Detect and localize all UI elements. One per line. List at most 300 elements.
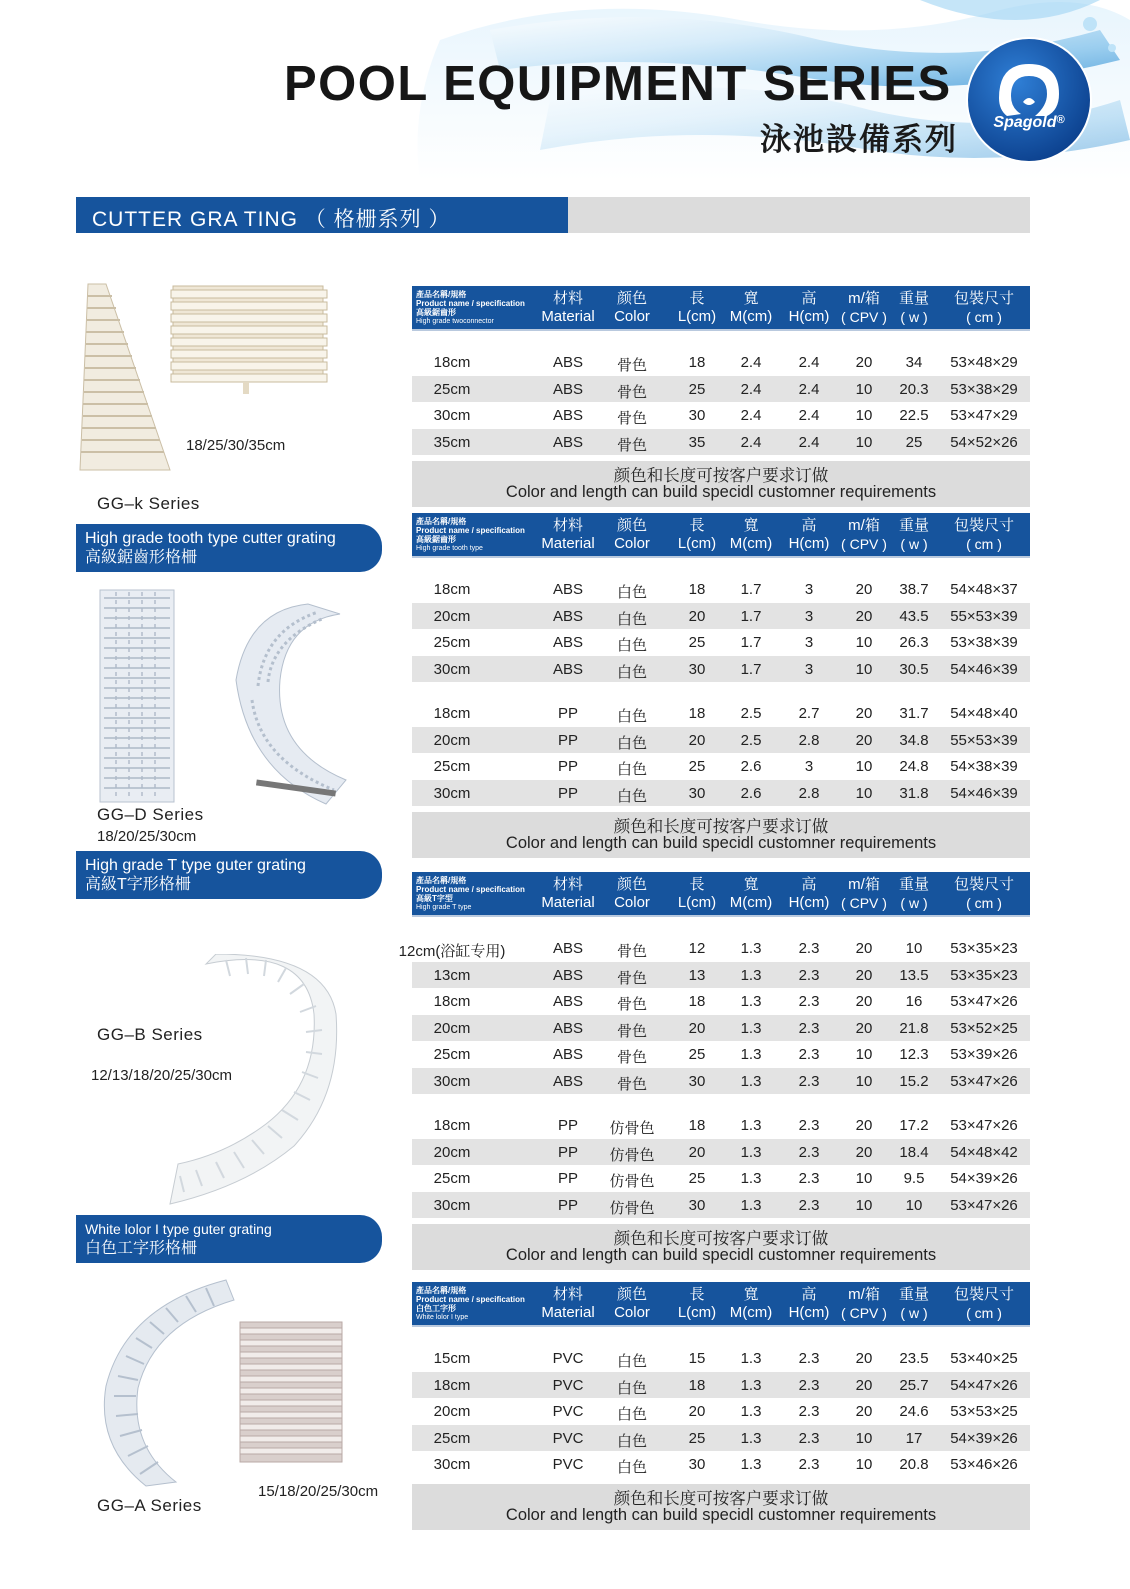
table-cell: 55×53×39 [950, 731, 1018, 749]
table-cell: 仿骨色 [609, 1199, 655, 1217]
product-name-header-line: 產品名稱/規格 [416, 290, 467, 299]
column-header-en: Color [614, 1304, 650, 1321]
gg-a-curved-grating-image [86, 1276, 236, 1490]
section-title: CUTTER GRA TING （ 格栅系列 ） [76, 197, 568, 233]
table-cell: 3 [804, 634, 814, 651]
gg-b-tag-en: High grade T type guter grating [85, 857, 306, 874]
column-header-en: ( CPV ) [841, 309, 887, 325]
table-cell: 3 [804, 758, 814, 775]
table-cell: 30cm [433, 1196, 471, 1214]
table-cell: 1.3 [740, 1376, 762, 1394]
gg-d-curved-grating-image [228, 600, 360, 812]
table-cell: 20 [855, 1143, 873, 1161]
table-cell: 10 [855, 1072, 873, 1090]
spacer [412, 558, 1030, 576]
table-cell: 1.3 [740, 966, 762, 984]
table-cell: 2.3 [798, 966, 820, 984]
table-cell: 21.8 [899, 1019, 929, 1037]
table-cell: 18 [688, 993, 706, 1010]
table-cell: 骨色 [616, 996, 647, 1013]
table-cell: 仿骨色 [609, 1173, 655, 1190]
table-cell: 53×53×25 [950, 1403, 1018, 1420]
table-cell: 2.3 [798, 1170, 820, 1187]
table-row [412, 1041, 1030, 1068]
column-header-cn: 寬 [743, 1286, 759, 1303]
table-cell: PP [557, 784, 578, 802]
spec-table-gg-a [412, 1282, 1030, 1530]
table-cell: 骨色 [616, 969, 647, 987]
spec-table-gg-d [412, 513, 1030, 858]
table-cell: 20cm [433, 1403, 471, 1420]
table-cell: ABS [552, 407, 583, 424]
table-cell: 2.3 [798, 1019, 820, 1037]
table-cell: 20 [855, 993, 873, 1010]
table-cell: 2.4 [740, 380, 762, 398]
table-cell: 25cm [433, 634, 471, 651]
page-title: POOL EQUIPMENT SERIES [284, 57, 952, 111]
table-cell: 18cm [433, 705, 471, 722]
product-name-header [416, 517, 525, 553]
table-row [412, 780, 1030, 807]
table-cell: 18cm [433, 1376, 471, 1394]
table-cell: 骨色 [616, 383, 647, 401]
column-header-en: Color [614, 894, 650, 911]
table-cell: 53×40×25 [950, 1350, 1018, 1367]
table-cell: 白色 [616, 734, 647, 752]
table-cell: ABS [552, 607, 583, 625]
table-cell: 10 [855, 758, 873, 775]
table-cell: 1.3 [740, 1196, 762, 1214]
table-cell: 25cm [433, 1170, 471, 1187]
table-cell: 53×38×29 [950, 380, 1018, 398]
product-name-header-line: High grade tooth type [416, 545, 483, 552]
table-cell: 18 [688, 1117, 706, 1134]
table-cell: ABS [552, 1019, 583, 1037]
product-name-header-line: High grade twoconnector [416, 318, 494, 325]
table-cell: 20 [688, 731, 706, 749]
table-cell: 53×47×26 [950, 1196, 1018, 1214]
table-cell: 20 [855, 1403, 873, 1420]
table-cell: 24.8 [899, 758, 929, 775]
table-row [412, 1139, 1030, 1166]
table-cell: 54×48×42 [950, 1143, 1018, 1161]
gg-k-grating-closeup-image [163, 284, 329, 396]
table-cell: 24.6 [899, 1403, 929, 1420]
table-cell: 38.7 [899, 581, 929, 598]
gg-b-tag-cn: 高級T字形格柵 [85, 876, 191, 893]
column-header-en: L(cm) [677, 894, 717, 911]
spacer [412, 331, 1030, 349]
column-header-en: Material [541, 1304, 595, 1321]
table-row [412, 1112, 1030, 1139]
table-cell: ABS [552, 354, 583, 371]
table-row [412, 700, 1030, 727]
table-cell: 31.7 [899, 705, 929, 722]
table-cell: PVC [552, 1376, 584, 1394]
table-cell: 白色 [616, 787, 647, 805]
spec-table-gg-b [398, 872, 1030, 1270]
table-cell: 2.3 [798, 1403, 820, 1420]
table-row [412, 1398, 1030, 1425]
table-cell: 2.4 [740, 407, 762, 424]
table-cell: 53×47×26 [950, 1117, 1018, 1134]
table-row [412, 962, 1030, 989]
column-header-cn: 重量 [898, 290, 929, 307]
table-cell: 2.3 [798, 1143, 820, 1161]
custom-order-note-en: Color and length can build specidl customner requirements [505, 1246, 937, 1264]
table-cell: 18.4 [899, 1143, 929, 1161]
table-cell: 仿骨色 [609, 1146, 655, 1164]
spacer [412, 1327, 1030, 1345]
column-header-en: ( CPV ) [841, 536, 887, 552]
table-cell: 30cm [433, 660, 471, 678]
table-cell: PP [557, 731, 578, 749]
table-cell: 35cm [433, 433, 471, 451]
column-header-en: ( w ) [900, 1305, 928, 1321]
table-cell: 25.7 [899, 1376, 929, 1394]
table-cell: 20 [688, 1019, 706, 1037]
table-cell: 白色 [616, 708, 647, 725]
custom-order-note-en: Color and length can build specidl customner requirements [505, 483, 937, 501]
table-cell: 3 [804, 581, 814, 598]
table-row [412, 1165, 1030, 1192]
table-cell: PVC [552, 1456, 584, 1473]
table-cell: 10 [855, 634, 873, 651]
column-header-cn: 材料 [552, 517, 583, 534]
gg-a-tag-en: White lolor I type guter grating [85, 1221, 272, 1237]
gg-d-tag-cn: 高級鋸齒形格柵 [85, 549, 198, 566]
table-cell: 骨色 [616, 436, 647, 454]
table-row [412, 376, 1030, 403]
column-header-en: H(cm) [788, 894, 830, 911]
column-header-cn: m/箱 [848, 517, 880, 534]
table-row [412, 603, 1030, 630]
product-name-header-line: 高級鋸齒形 [416, 308, 456, 317]
column-header-cn: 包裝尺寸 [953, 290, 1014, 307]
table-cell: 22.5 [899, 407, 929, 424]
table-cell: 9.5 [903, 1170, 925, 1187]
table-cell: 55×53×39 [950, 607, 1018, 625]
table-cell: 2.3 [798, 1376, 820, 1394]
gg-d-tag [76, 524, 382, 572]
table-cell: 13 [688, 966, 706, 984]
table-cell: 2.4 [740, 433, 762, 451]
column-header-en: H(cm) [788, 308, 830, 325]
custom-order-note-cn: 颜色和长度可按客户要求订做 [613, 1230, 829, 1248]
table-cell: 20 [688, 607, 706, 625]
table-cell: 15cm [433, 1350, 471, 1367]
table-row [412, 1372, 1030, 1399]
gg-b-series-label: GG–B Series [97, 1025, 203, 1044]
table-cell: 20 [688, 1403, 706, 1420]
table-cell: 1.3 [740, 1046, 762, 1063]
table-cell: 2.4 [798, 380, 820, 398]
table-cell: 2.7 [798, 705, 820, 722]
table-cell: 20 [855, 1376, 873, 1394]
table-cell: 12.3 [899, 1046, 929, 1063]
column-header-cn: 重量 [898, 1286, 929, 1303]
table-cell: 20 [855, 940, 873, 957]
column-header-pack [934, 517, 1034, 553]
table-cell: ABS [552, 660, 583, 678]
table-cell: 仿骨色 [609, 1120, 655, 1137]
table-cell: 53×52×25 [950, 1019, 1018, 1037]
column-header-en: Color [614, 535, 650, 552]
table-cell: 10 [905, 1196, 923, 1214]
table-header [412, 1282, 1030, 1327]
column-header-cn: 颜色 [616, 517, 647, 534]
table-cell: ABS [552, 634, 583, 651]
column-header-en: ( w ) [900, 895, 928, 911]
table-cell: 2.3 [798, 1429, 820, 1447]
table-cell: 25cm [433, 1046, 471, 1063]
column-header-cn: 重量 [898, 876, 929, 893]
table-cell: 54×46×39 [950, 784, 1018, 802]
table-cell: 2.4 [798, 433, 820, 451]
product-name-header-line: Product name / specification [416, 526, 525, 535]
column-header-en: ( CPV ) [841, 895, 887, 911]
table-cell: 2.8 [798, 731, 820, 749]
column-header-cn: m/箱 [848, 876, 880, 893]
table-row [412, 1068, 1030, 1095]
table-cell: ABS [552, 380, 583, 398]
table-cell: 43.5 [899, 607, 929, 625]
column-header-en: ( CPV ) [841, 1305, 887, 1321]
table-cell: 20.3 [899, 380, 929, 398]
column-header-cn: 包裝尺寸 [953, 517, 1014, 534]
product-name-header-line: 高級T字型 [416, 894, 453, 903]
table-cell: 25 [688, 634, 706, 651]
table-cell: 31.8 [899, 784, 929, 802]
column-header-cn: 寬 [743, 517, 759, 534]
table-cell: 53×35×23 [950, 966, 1018, 984]
table-cell: PP [557, 705, 578, 722]
column-header-cn: 長 [689, 876, 705, 893]
table-cell: 1.3 [740, 1403, 762, 1420]
product-name-header-line: 產品名稱/規格 [416, 517, 467, 526]
column-header-pack [934, 290, 1034, 326]
table-cell: 2.3 [798, 1072, 820, 1090]
table-cell: 25 [688, 380, 706, 398]
table-cell: 10 [855, 1170, 873, 1187]
product-name-header-line: 產品名稱/規格 [416, 876, 467, 885]
table-cell: ABS [552, 993, 583, 1010]
brand-logo [965, 36, 1093, 164]
table-cell: ABS [552, 966, 583, 984]
column-header-cn: 長 [689, 1286, 705, 1303]
gg-a-straight-grating-image [236, 1320, 346, 1466]
table-row [412, 1192, 1030, 1219]
table-cell: 13cm [433, 966, 471, 984]
table-cell: 1.7 [740, 660, 762, 678]
table-cell: 白色 [616, 1432, 647, 1450]
table-cell: 1.3 [740, 1429, 762, 1447]
table-cell: 20 [855, 966, 873, 984]
gg-a-tag [76, 1215, 382, 1263]
table-cell: 10 [855, 407, 873, 424]
table-cell: 白色 [616, 1406, 647, 1423]
column-header-en: H(cm) [788, 535, 830, 552]
gg-a-tag-cn: 白色工字形格柵 [85, 1240, 198, 1257]
table-cell: 35 [688, 433, 706, 451]
table-cell: 1.7 [740, 581, 762, 598]
product-name-header-line: 高級鋸齒形 [416, 535, 456, 544]
table-cell: 1.3 [740, 1072, 762, 1090]
table-cell: 2.5 [740, 731, 762, 749]
table-cell: 10 [855, 1456, 873, 1473]
table-cell: 白色 [616, 584, 647, 601]
table-cell: 18 [688, 581, 706, 598]
table-cell: 25cm [433, 1429, 471, 1447]
table-cell: 53×35×23 [950, 940, 1018, 957]
table-cell: 18cm [433, 993, 471, 1010]
column-header-cn: m/箱 [848, 1286, 880, 1303]
column-header-en: L(cm) [677, 1304, 717, 1321]
table-cell: 1.3 [740, 1170, 762, 1187]
table-cell: PVC [552, 1350, 584, 1367]
table-cell: ABS [552, 1072, 583, 1090]
table-cell: 54×48×40 [950, 705, 1018, 722]
table-row [412, 1015, 1030, 1042]
column-header-cn: 颜色 [616, 290, 647, 307]
table-cell: 20cm [433, 1143, 471, 1161]
column-header-cn: 包裝尺寸 [953, 1286, 1014, 1303]
table-cell: 25cm [433, 380, 471, 398]
column-header-en: Material [541, 308, 595, 325]
table-row [412, 576, 1030, 603]
table-cell: 18cm [433, 581, 471, 598]
column-header-en: M(cm) [729, 535, 773, 552]
table-header [412, 286, 1030, 331]
table-cell: 白色 [616, 610, 647, 628]
table-cell: 2.3 [798, 1117, 820, 1134]
table-cell: ABS [552, 433, 583, 451]
table-cell: 53×47×29 [950, 407, 1018, 424]
table-cell: PP [557, 1196, 578, 1214]
table-cell: 18cm [433, 354, 471, 371]
table-cell: 17.2 [899, 1117, 929, 1134]
column-header-en: M(cm) [729, 894, 773, 911]
table-cell: 30cm [433, 1456, 471, 1473]
table-cell: 3 [804, 660, 814, 678]
column-header-cn: 寬 [743, 290, 759, 307]
table-cell: 1.3 [740, 1350, 762, 1367]
table-row [412, 753, 1030, 780]
gg-a-sizes: 15/18/20/25/30cm [258, 1483, 379, 1500]
column-header-cn: 寬 [743, 876, 759, 893]
table-cell: 10 [855, 1196, 873, 1214]
table-cell: 13.5 [899, 966, 929, 984]
gg-b-tag [76, 851, 382, 899]
table-cell: 白色 [616, 663, 647, 681]
table-row [412, 349, 1030, 376]
gg-k-series-label: GG–k Series [97, 494, 200, 513]
table-cell: 30cm [433, 407, 471, 424]
table-cell: 20 [855, 581, 873, 598]
table-header [412, 872, 1030, 917]
table-cell: 20 [855, 607, 873, 625]
table-cell: 2.3 [798, 940, 820, 957]
table-cell: 25 [688, 1170, 706, 1187]
table-cell: 骨色 [616, 1075, 647, 1093]
table-cell: 34 [905, 354, 923, 371]
table-row [398, 935, 1030, 962]
table-cell: 20 [855, 705, 873, 722]
table-cell: PP [557, 1170, 578, 1187]
table-cell: 26.3 [899, 634, 929, 651]
column-header-en: Material [541, 894, 595, 911]
table-cell: 54×39×26 [950, 1429, 1018, 1447]
table-cell: 53×46×26 [950, 1456, 1018, 1473]
column-header-cn: 材料 [552, 1286, 583, 1303]
table-cell: 白色 [616, 1353, 647, 1370]
column-header-cn: 長 [689, 517, 705, 534]
table-cell: 1.3 [740, 940, 762, 957]
table-cell: 1.3 [740, 1019, 762, 1037]
table-cell: 18 [688, 705, 706, 722]
product-name-header [416, 876, 525, 912]
spacer [412, 917, 1030, 935]
table-row [412, 656, 1030, 683]
gg-d-grating-image [96, 588, 178, 806]
column-header-cn: 颜色 [616, 876, 647, 893]
column-header-en: Color [614, 308, 650, 325]
table-cell: 1.7 [740, 634, 762, 651]
table-cell: 18 [688, 1376, 706, 1394]
table-cell: 2.3 [798, 1196, 820, 1214]
table-cell: ABS [552, 1046, 583, 1063]
table-cell: 2.3 [798, 1456, 820, 1473]
table-cell: 18cm [433, 1117, 471, 1134]
product-name-header-line: White lolor I type [416, 1314, 469, 1321]
table-cell: 2.4 [798, 407, 820, 424]
table-cell: 54×38×39 [950, 758, 1018, 775]
product-name-header-line: Product name / specification [416, 299, 525, 308]
table-cell: 12cm(浴缸专用) [398, 943, 506, 960]
table-row [412, 402, 1030, 429]
table-cell: 54×47×26 [950, 1376, 1018, 1394]
table-header [412, 513, 1030, 558]
table-cell: 30 [688, 407, 706, 424]
table-cell: 30 [688, 1196, 706, 1214]
product-name-header-line: Product name / specification [416, 1295, 525, 1304]
column-header-cn: 颜色 [616, 1286, 647, 1303]
table-cell: 2.4 [740, 354, 762, 371]
table-cell: 30.5 [899, 660, 929, 678]
spec-table-gg-k [412, 286, 1030, 507]
column-header-en: ( cm ) [966, 309, 1002, 325]
table-cell: 白色 [616, 637, 647, 654]
table-cell: 白色 [616, 1459, 647, 1476]
column-header-en: L(cm) [677, 308, 717, 325]
brand-name: Spagold [993, 114, 1057, 131]
table-cell: 骨色 [616, 357, 647, 374]
gg-d-tag-en: High grade tooth type cutter grating [85, 530, 336, 547]
column-header-en: M(cm) [729, 1304, 773, 1321]
registered-mark: ® [1056, 114, 1065, 126]
table-cell: 20cm [433, 1019, 471, 1037]
table-cell: 骨色 [616, 943, 647, 960]
table-cell: 20 [855, 354, 873, 371]
custom-order-note-en: Color and length can build specidl customner requirements [505, 834, 937, 852]
custom-order-note-cn: 颜色和长度可按客户要求订做 [613, 1489, 829, 1508]
table-cell: 2.6 [740, 758, 762, 775]
column-header-en: H(cm) [788, 1304, 830, 1321]
table-cell: 53×48×29 [950, 354, 1018, 371]
table-cell: PVC [552, 1429, 584, 1447]
spacer [412, 682, 1030, 700]
table-cell: 25 [688, 1429, 706, 1447]
